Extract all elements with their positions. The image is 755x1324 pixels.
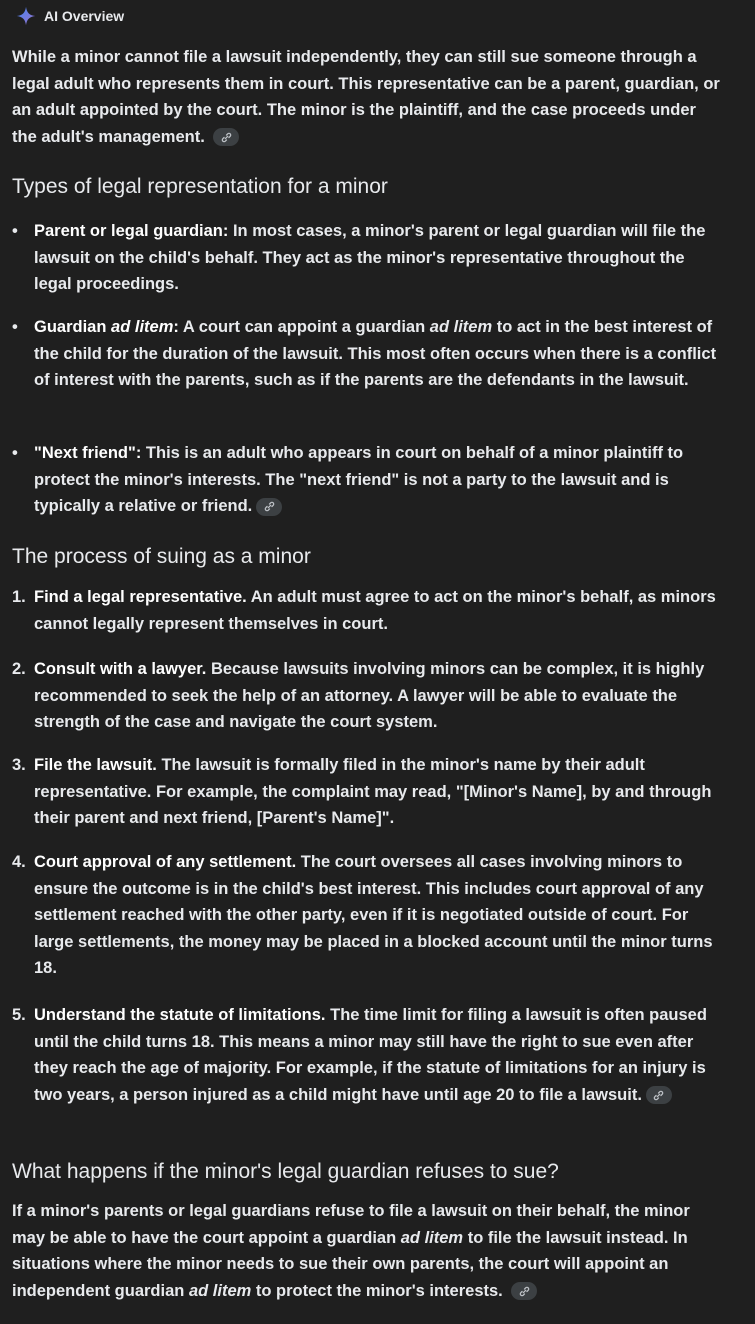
item-lead: Understand the statute of limitations.: [34, 1006, 326, 1024]
list-item: [12, 1002, 725, 1108]
item-text: The lawsuit is formally filed in the minor's name by their adult representative. For example, the complaint may read, "[Minor's Name], by and through their parent and next friend, [Parent's Name]".: [34, 756, 712, 827]
item-text: This is an adult who appears in court on behalf of a minor plaintiff to protect the minor's interests. The "next friend" is not a party to the lawsuit and is typically a relative or friend.: [34, 444, 684, 515]
item-text: The court oversees all cases involving minors to ensure the outcome is in the child's best interest. This includes court approval of any settlement reached with the other party, even if it is negotiated outside of court. For large settlements, the money may be placed in a blocked account until the minor turns 18.: [34, 853, 713, 977]
item-lead: Find a legal representative.: [34, 588, 247, 606]
section-heading-guardian-refuses: What happens if the minor's legal guardian refuses to sue?: [12, 1160, 559, 1183]
intro-paragraph: [12, 44, 725, 150]
item-lead: Guardian ad litem:: [34, 318, 179, 336]
list-item: [12, 584, 725, 637]
bullet-marker: •: [12, 318, 18, 336]
item-text: The time limit for filing a lawsuit is often paused until the child turns 18. This means a minor may still have the right to sue even after they reach the age of majority. For example, if the statute of limitations for an injury is two years, a person injured as a child might have until age 20 to file a lawsuit.: [34, 1006, 707, 1104]
item-text: In most cases, a minor's parent or legal guardian will file the lawsuit on the child's behalf. They act as the minor's representative throughout the legal proceedings.: [34, 222, 706, 293]
section-heading-process: The process of suing as a minor: [12, 545, 311, 568]
number-marker: 3.: [12, 756, 26, 774]
link-icon[interactable]: [256, 498, 282, 516]
link-icon[interactable]: [213, 128, 239, 146]
item-lead: Consult with a lawyer.: [34, 660, 207, 678]
list-item: [12, 314, 725, 394]
number-marker: 5.: [12, 1006, 26, 1024]
item-text: A court can appoint a guardian ad litem to act in the best interest of the child for the duration of the lawsuit. This most often occurs when there is a conflict of interest with the parents, such as if the parents are the defendants in the lawsuit.: [34, 318, 717, 389]
item-text: Because lawsuits involving minors can be complex, it is highly recommended to seek the help of an attorney. A lawyer will be able to evaluate the strength of the case and navigate the court system.: [34, 660, 705, 731]
intro-text: While a minor cannot file a lawsuit independently, they can still sue someone through a legal adult who represents them in court. This representative can be a parent, guardian, or an adult appointed by the court. The minor is the plaintiff, and the case proceeds under the adult's management.: [12, 48, 720, 146]
list-item: [12, 656, 725, 736]
sparkle-icon: [16, 6, 36, 26]
item-text: An adult must agree to act on the minor's behalf, as minors cannot legally represent themselves in court.: [34, 588, 716, 633]
link-icon[interactable]: [646, 1086, 672, 1104]
list-item: [12, 849, 725, 982]
list-item: [12, 440, 725, 520]
item-lead: "Next friend":: [34, 444, 142, 462]
number-marker: 2.: [12, 660, 26, 678]
list-item: [12, 752, 725, 832]
number-marker: 1.: [12, 588, 26, 606]
item-lead: Parent or legal guardian:: [34, 222, 229, 240]
number-marker: 4.: [12, 853, 26, 871]
link-icon[interactable]: [511, 1282, 537, 1300]
guardian-refuses-text: If a minor's parents or legal guardians refuse to file a lawsuit on their behalf, the minor may be able to have the court appoint a guardian ad litem to file the lawsuit instead. In situations where the minor needs to sue their own parents, the court will appoint an independent guardian ad litem to protect the minor's interests.: [12, 1202, 690, 1300]
bullet-marker: •: [12, 222, 18, 240]
section-heading-representation: Types of legal representation for a minor: [12, 175, 388, 198]
ai-overview-header: [16, 6, 124, 26]
list-item: [12, 218, 725, 298]
guardian-refuses-paragraph: [12, 1198, 725, 1304]
item-lead: File the lawsuit.: [34, 756, 157, 774]
item-lead: Court approval of any settlement.: [34, 853, 297, 871]
ai-overview-label: AI Overview: [44, 8, 125, 24]
bullet-marker: •: [12, 444, 18, 462]
